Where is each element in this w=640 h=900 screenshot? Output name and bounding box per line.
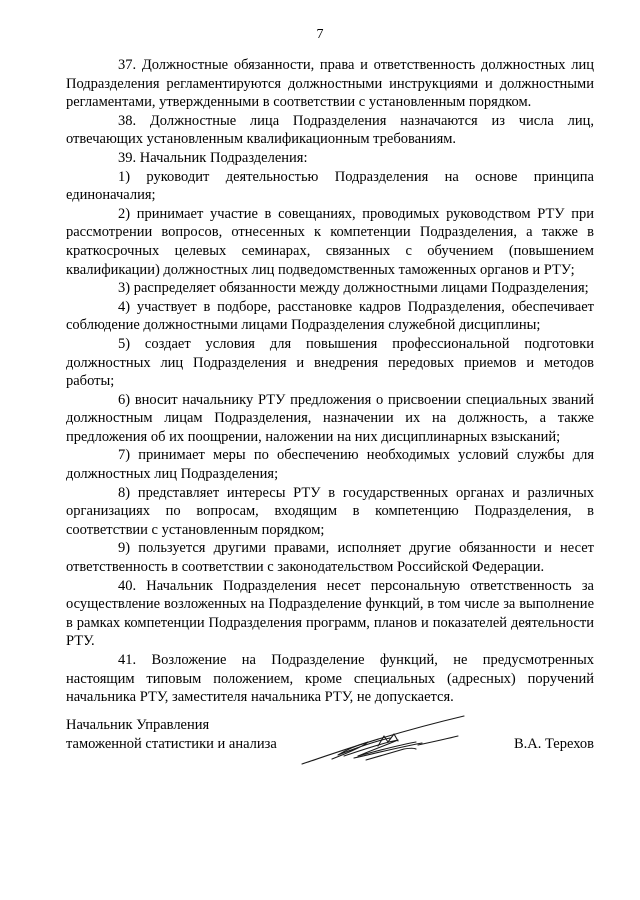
list-item: 6) вносит начальнику РТУ предложения о присвоении специальных званий должностным лицам Подразделения, назначении их на должность, а также предложения об их поощрении, наложении на них дисциплинарных взысканий; — [66, 391, 594, 445]
signature-block — [66, 716, 594, 776]
paragraph: 39. Начальник Подразделения: — [118, 149, 308, 166]
paragraph: 38. Должностные лица Подразделения назначаются из числа лиц, отвечающих установленным квалификационным требованиям. — [66, 112, 594, 148]
paragraph: 40. Начальник Подразделения несет персональную ответственность за осуществление возложенных на Подразделение функций, в том числе за выполнение в рамках компетенции Подразделения программ, планов и показателей деятельности РТУ. — [66, 577, 594, 650]
page-number: 7 — [316, 27, 324, 42]
signatory-name: В.А. Терехов — [513, 736, 594, 752]
list-item: 1) руководит деятельностью Подразделения на основе принципа единоначалия; — [66, 168, 594, 204]
list-item: 8) представляет интересы РТУ в государственных органах и различных организациях по вопросам, входящим в компетенцию Подразделения, в соответствии с установленным порядком; — [66, 484, 594, 538]
signatory-title-line2: таможенной статистики и анализа — [66, 736, 277, 752]
document-body — [66, 56, 594, 707]
list-item: 9) пользуется другими правами, исполняет другие обязанности и несет ответственность в соответствии с законодательством Российской Федерации. — [66, 540, 594, 576]
list-item: 7) принимает меры по обеспечению необходимых условий службы для должностных лиц Подразделения; — [66, 447, 594, 483]
list-item: 5) создает условия для повышения профессиональной подготовки должностных лиц Подразделения и внедрения передовых приемов и методов работы; — [66, 335, 594, 390]
list-item: 2) принимает участие в совещаниях, проводимых руководством РТУ при рассмотрении вопросов, отнесенных к компетенции Подразделения, а также в краткосрочных целевых семинарах, связанных с обучением (повышением квалификации) должностных лиц подведомственных таможенных органов и РТУ; — [66, 205, 594, 278]
paragraph: 37. Должностные обязанности, права и ответственность должностных лиц Подразделения регламентируются должностными инструкциями и должностными регламентами, утвержденными в соответствии с установленным порядком. — [66, 57, 594, 111]
signatory-title-line1: Начальник Управления — [66, 717, 210, 733]
list-item: 4) участвует в подборе, расстановке кадров Подразделения, обеспечивает соблюдение должностными лицами Подразделения служебной дисциплины; — [66, 298, 594, 334]
paragraph: 41. Возложение на Подразделение функций, не предусмотренных настоящим типовым положением, кроме специальных (адресных) поручений начальника РТУ, заместителя начальника РТУ, не допускается. — [66, 652, 594, 706]
handwritten-signature-icon — [298, 712, 468, 772]
list-item: 3) распределяет обязанности между должностными лицами Подразделения; — [118, 280, 589, 297]
